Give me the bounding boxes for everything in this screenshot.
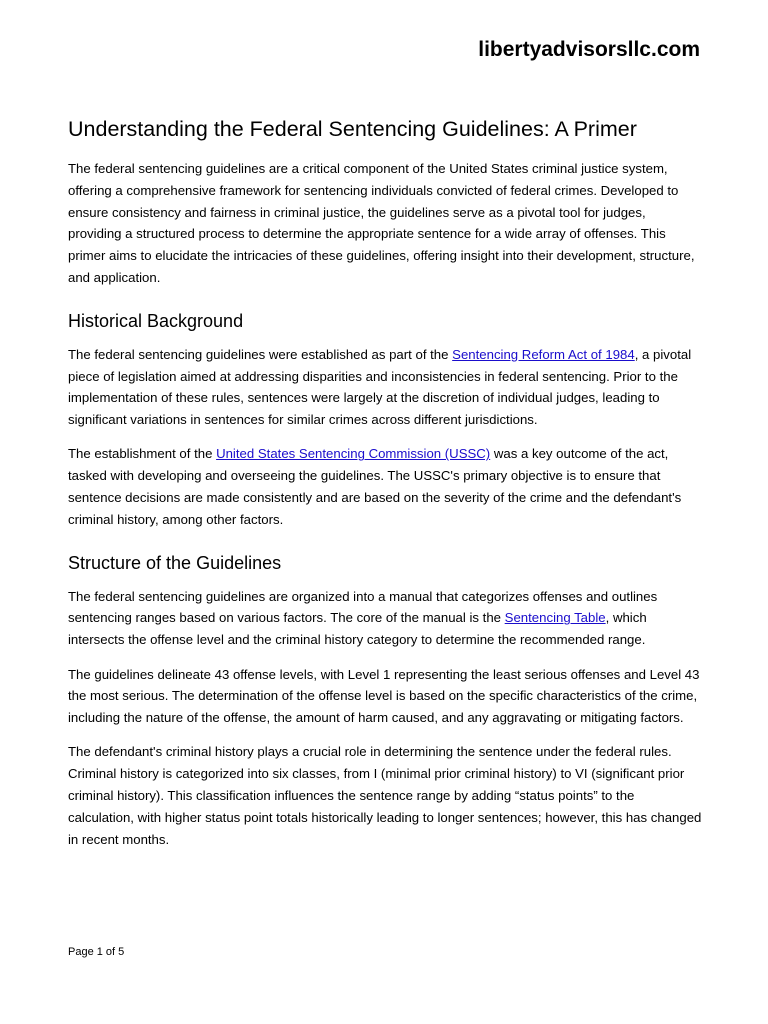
ussc-link[interactable]: United States Sentencing Commission (USSC) (216, 446, 491, 462)
text-span: was a key outcome of the act, tasked with developing and overseeing the guidelines. The USSC's primary objective is to ensure that sentence decisions are made consistently and are based on the severity of the crime and the defendant's criminal history, among other factors. (68, 446, 682, 527)
historical-paragraph-1 (68, 344, 702, 431)
page-number: Page 1 of 5 (68, 946, 125, 958)
text-span: The establishment of the (68, 446, 217, 462)
sentencing-table-link[interactable]: Sentencing Table (504, 610, 606, 626)
historical-paragraph-2 (68, 443, 702, 530)
section-heading-historical-background: Historical Background (68, 310, 244, 331)
text-span: The federal sentencing guidelines were established as part of the (68, 346, 453, 362)
document-body (68, 114, 702, 863)
intro-paragraph: The federal sentencing guidelines are a critical component of the United States criminal justice system, offering a comprehensive framework for sentencing individuals convicted of federal crimes. Developed to ensure consistency and fairness in criminal justice, the guidelines serve as a pivotal tool for judges, providing a structured process to determine the appropriate sentence for a wide array of offenses. This primer aims to elucidate the intricacies of these guidelines, offering insight into their development, structure, and application. (68, 161, 695, 285)
structure-paragraph-3: The defendant's criminal history plays a crucial role in determining the sentence under the federal rules. Criminal history is categorized into six classes, from I (minimal prior criminal history) to VI (significant prior criminal history). This classification influences the sentence range by adding “status points” to the calculation, with higher status point totals historically leading to longer sentences; however, this has changed in recent months. (68, 744, 702, 847)
text-span: , which intersects the offense level and the criminal history category to determine the recommended range. (68, 610, 647, 648)
section-heading-structure: Structure of the Guidelines (68, 552, 282, 573)
text-span: The federal sentencing guidelines are organized into a manual that categorizes offenses and outlines sentencing ranges based on various factors. The core of the manual is the (68, 588, 658, 626)
text-span: , a pivotal piece of legislation aimed at addressing disparities and inconsistencies in federal sentencing. Prior to the implementation of these rules, sentences were largely at the discretion of individual judges, leading to significant variations in sentences for similar crimes across different jurisdictions. (68, 346, 692, 428)
sentencing-reform-act-link[interactable]: Sentencing Reform Act of 1984 (452, 346, 635, 362)
page-title: Understanding the Federal Sentencing Guidelines: A Primer (68, 117, 637, 141)
site-name: libertyadvisorsllc.com (478, 38, 700, 61)
structure-paragraph-1 (68, 586, 702, 651)
structure-paragraph-2: The guidelines delineate 43 offense levels, with Level 1 representing the least serious offenses and Level 43 the most serious. The determination of the offense level is based on the specific characteristics of the crime, including the nature of the offense, the amount of harm caused, and any aggravating or mitigating factors. (68, 666, 700, 726)
